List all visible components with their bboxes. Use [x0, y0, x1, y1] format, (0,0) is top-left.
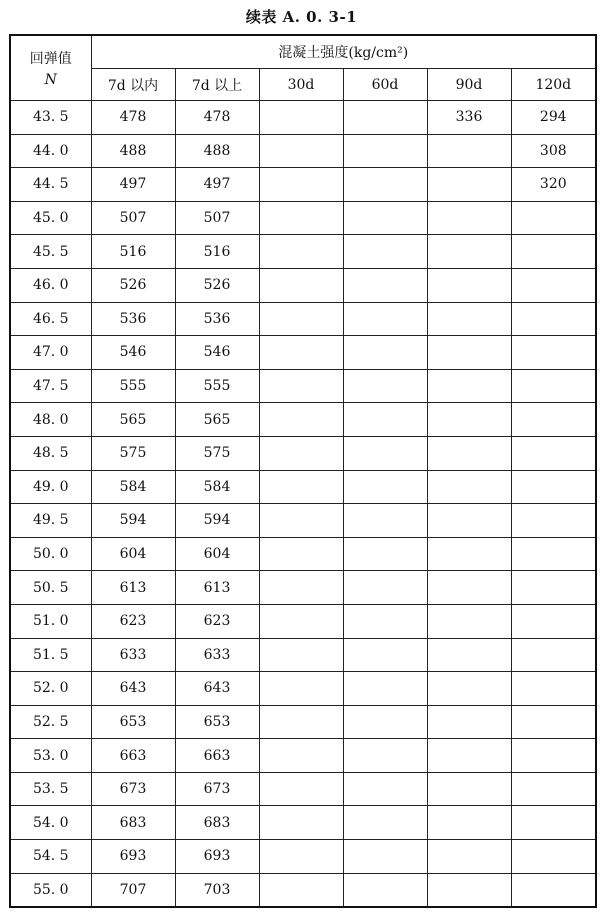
rebound-value-cell: 47. 0 [10, 336, 91, 370]
strength-value-cell [427, 302, 511, 336]
strength-value-cell [343, 403, 427, 437]
strength-value-cell: 536 [91, 302, 175, 336]
rebound-value-cell: 50. 0 [10, 537, 91, 571]
strength-value-cell [511, 369, 596, 403]
strength-value-cell: 633 [91, 638, 175, 672]
strength-value-cell: 546 [91, 336, 175, 370]
strength-value-cell: 653 [175, 705, 259, 739]
table-header [10, 35, 596, 101]
strength-value-cell [511, 201, 596, 235]
age-header-7d-within: 7d 以内 [91, 69, 175, 101]
rebound-value-cell: 51. 0 [10, 604, 91, 638]
strength-value-cell: 497 [175, 168, 259, 202]
strength-value-cell: 584 [91, 470, 175, 504]
strength-value-cell: 478 [175, 101, 259, 135]
strength-value-cell: 604 [91, 537, 175, 571]
strength-value-cell [511, 672, 596, 706]
strength-value-cell [343, 302, 427, 336]
strength-value-cell: 488 [91, 134, 175, 168]
strength-value-cell [343, 369, 427, 403]
table-row [10, 101, 596, 135]
strength-value-cell [343, 571, 427, 605]
strength-value-cell: 565 [175, 403, 259, 437]
strength-value-cell: 526 [175, 268, 259, 302]
rebound-value-cell: 44. 5 [10, 168, 91, 202]
strength-value-cell: 584 [175, 470, 259, 504]
age-header-120d: 120d [511, 69, 596, 101]
strength-value-cell [259, 101, 343, 135]
strength-value-cell [343, 840, 427, 874]
strength-value-cell [427, 168, 511, 202]
strength-value-cell [427, 672, 511, 706]
strength-value-cell: 613 [91, 571, 175, 605]
strength-value-cell [343, 504, 427, 538]
strength-value-cell [427, 806, 511, 840]
strength-value-cell [259, 168, 343, 202]
rebound-value-cell: 51. 5 [10, 638, 91, 672]
strength-value-cell: 693 [175, 840, 259, 874]
strength-value-cell: 623 [175, 604, 259, 638]
rebound-value-cell: 44. 0 [10, 134, 91, 168]
strength-value-cell [511, 268, 596, 302]
strength-value-cell: 693 [91, 840, 175, 874]
strength-value-cell: 565 [91, 403, 175, 437]
strength-value-cell [259, 369, 343, 403]
strength-value-cell [259, 504, 343, 538]
strength-value-cell: 546 [175, 336, 259, 370]
strength-value-cell [259, 638, 343, 672]
rebound-value-cell: 47. 5 [10, 369, 91, 403]
strength-value-cell [427, 470, 511, 504]
table-row [10, 168, 596, 202]
strength-value-cell [511, 840, 596, 874]
rebound-label: 回弹值 [29, 51, 72, 67]
strength-value-cell: 663 [91, 739, 175, 773]
strength-value-cell [259, 705, 343, 739]
strength-table [9, 34, 597, 908]
header-row-1 [10, 35, 596, 69]
table-row [10, 504, 596, 538]
table-row [10, 571, 596, 605]
strength-value-cell: 594 [91, 504, 175, 538]
rebound-value-cell: 45. 0 [10, 201, 91, 235]
strength-header: 混凝土强度(kg/cm²) [91, 35, 596, 69]
age-header-60d: 60d [343, 69, 427, 101]
strength-value-cell [427, 772, 511, 806]
strength-value-cell: 613 [175, 571, 259, 605]
strength-value-cell [427, 369, 511, 403]
strength-value-cell [511, 336, 596, 370]
strength-value-cell: 536 [175, 302, 259, 336]
strength-value-cell: 673 [91, 772, 175, 806]
strength-value-cell: 488 [175, 134, 259, 168]
table-row [10, 403, 596, 437]
strength-value-cell: 320 [511, 168, 596, 202]
strength-value-cell [511, 235, 596, 269]
strength-value-cell [343, 806, 427, 840]
strength-value-cell [259, 470, 343, 504]
strength-value-cell [343, 101, 427, 135]
strength-value-cell [259, 739, 343, 773]
strength-value-cell [259, 772, 343, 806]
strength-value-cell: 623 [91, 604, 175, 638]
strength-value-cell: 507 [175, 201, 259, 235]
strength-value-cell [343, 134, 427, 168]
strength-value-cell [259, 201, 343, 235]
strength-value-cell [343, 705, 427, 739]
strength-value-cell [511, 604, 596, 638]
strength-value-cell [511, 302, 596, 336]
strength-value-cell [259, 873, 343, 907]
strength-value-cell: 643 [175, 672, 259, 706]
table-row [10, 739, 596, 773]
strength-value-cell [259, 840, 343, 874]
table-row [10, 604, 596, 638]
table-row [10, 470, 596, 504]
rebound-value-cell: 53. 0 [10, 739, 91, 773]
table-row [10, 336, 596, 370]
strength-value-cell [427, 403, 511, 437]
strength-value-cell: 478 [91, 101, 175, 135]
strength-value-cell [511, 739, 596, 773]
strength-value-cell [427, 571, 511, 605]
strength-value-cell: 507 [91, 201, 175, 235]
strength-value-cell [259, 436, 343, 470]
table-row [10, 772, 596, 806]
rebound-value-cell: 52. 5 [10, 705, 91, 739]
strength-value-cell [427, 504, 511, 538]
table-row [10, 638, 596, 672]
rebound-value-cell: 48. 0 [10, 403, 91, 437]
table-row [10, 268, 596, 302]
table-row [10, 302, 596, 336]
strength-value-cell [343, 672, 427, 706]
strength-value-cell [427, 134, 511, 168]
strength-value-cell: 594 [175, 504, 259, 538]
strength-value-cell: 683 [175, 806, 259, 840]
table-row [10, 806, 596, 840]
rebound-value-cell: 52. 0 [10, 672, 91, 706]
rebound-value-cell: 54. 5 [10, 840, 91, 874]
strength-value-cell [511, 504, 596, 538]
table-row [10, 873, 596, 907]
table-row [10, 436, 596, 470]
strength-value-cell [259, 403, 343, 437]
strength-value-cell [427, 705, 511, 739]
strength-value-cell [511, 806, 596, 840]
strength-value-cell [427, 739, 511, 773]
strength-value-cell [427, 336, 511, 370]
table-row [10, 369, 596, 403]
strength-value-cell: 673 [175, 772, 259, 806]
strength-value-cell [427, 604, 511, 638]
strength-value-cell [259, 134, 343, 168]
strength-value-cell: 336 [427, 101, 511, 135]
strength-value-cell [427, 840, 511, 874]
strength-value-cell [511, 470, 596, 504]
rebound-value-cell: 54. 0 [10, 806, 91, 840]
strength-value-cell: 497 [91, 168, 175, 202]
strength-value-cell: 663 [175, 739, 259, 773]
strength-value-cell [511, 537, 596, 571]
rebound-value-cell: 55. 0 [10, 873, 91, 907]
strength-value-cell [259, 604, 343, 638]
table-row [10, 235, 596, 269]
strength-value-cell: 575 [175, 436, 259, 470]
strength-value-cell: 294 [511, 101, 596, 135]
rebound-value-cell: 53. 5 [10, 772, 91, 806]
strength-value-cell [343, 201, 427, 235]
table-row [10, 537, 596, 571]
strength-value-cell [259, 302, 343, 336]
strength-value-cell: 703 [175, 873, 259, 907]
table-row [10, 672, 596, 706]
rebound-value-cell: 49. 0 [10, 470, 91, 504]
strength-value-cell [427, 436, 511, 470]
rebound-value-cell: 43. 5 [10, 101, 91, 135]
rebound-value-cell: 49. 5 [10, 504, 91, 538]
strength-value-cell [511, 873, 596, 907]
strength-value-cell [511, 638, 596, 672]
rebound-value-cell: 50. 5 [10, 571, 91, 605]
strength-value-cell [259, 235, 343, 269]
strength-value-cell [427, 537, 511, 571]
strength-value-cell: 707 [91, 873, 175, 907]
strength-value-cell [343, 168, 427, 202]
strength-value-cell: 308 [511, 134, 596, 168]
rebound-value-cell: 46. 0 [10, 268, 91, 302]
strength-value-cell [343, 268, 427, 302]
strength-value-cell: 575 [91, 436, 175, 470]
strength-value-cell [343, 873, 427, 907]
rebound-header [10, 35, 91, 101]
strength-value-cell [343, 336, 427, 370]
rebound-symbol: N [44, 72, 57, 88]
strength-value-cell [511, 436, 596, 470]
strength-value-cell [343, 436, 427, 470]
strength-value-cell [343, 772, 427, 806]
strength-value-cell [511, 403, 596, 437]
strength-value-cell: 526 [91, 268, 175, 302]
strength-value-cell [259, 336, 343, 370]
strength-value-cell [259, 672, 343, 706]
strength-value-cell [343, 604, 427, 638]
table-body [10, 101, 596, 908]
table-row [10, 134, 596, 168]
strength-value-cell: 516 [91, 235, 175, 269]
strength-value-cell [427, 638, 511, 672]
strength-value-cell [511, 705, 596, 739]
rebound-value-cell: 48. 5 [10, 436, 91, 470]
strength-value-cell [427, 268, 511, 302]
strength-value-cell: 653 [91, 705, 175, 739]
strength-value-cell [259, 537, 343, 571]
strength-value-cell [511, 772, 596, 806]
strength-value-cell: 633 [175, 638, 259, 672]
rebound-value-cell: 45. 5 [10, 235, 91, 269]
strength-value-cell [427, 235, 511, 269]
strength-value-cell [343, 537, 427, 571]
strength-value-cell [343, 638, 427, 672]
strength-value-cell [427, 201, 511, 235]
rebound-value-cell: 46. 5 [10, 302, 91, 336]
strength-value-cell [343, 235, 427, 269]
header-row-2 [10, 69, 596, 101]
strength-value-cell [259, 806, 343, 840]
table-caption: 续表 A. 0. 3-1 [245, 8, 358, 26]
strength-value-cell: 555 [175, 369, 259, 403]
strength-value-cell [343, 470, 427, 504]
strength-value-cell [259, 268, 343, 302]
table-row [10, 840, 596, 874]
age-header-7d-above: 7d 以上 [175, 69, 259, 101]
strength-value-cell: 604 [175, 537, 259, 571]
strength-value-cell: 516 [175, 235, 259, 269]
age-header-90d: 90d [427, 69, 511, 101]
strength-value-cell [259, 571, 343, 605]
table-row [10, 201, 596, 235]
strength-value-cell [511, 571, 596, 605]
table-row [10, 705, 596, 739]
strength-value-cell [427, 873, 511, 907]
age-header-30d: 30d [259, 69, 343, 101]
strength-value-cell: 643 [91, 672, 175, 706]
strength-value-cell: 555 [91, 369, 175, 403]
strength-value-cell [343, 739, 427, 773]
strength-value-cell: 683 [91, 806, 175, 840]
